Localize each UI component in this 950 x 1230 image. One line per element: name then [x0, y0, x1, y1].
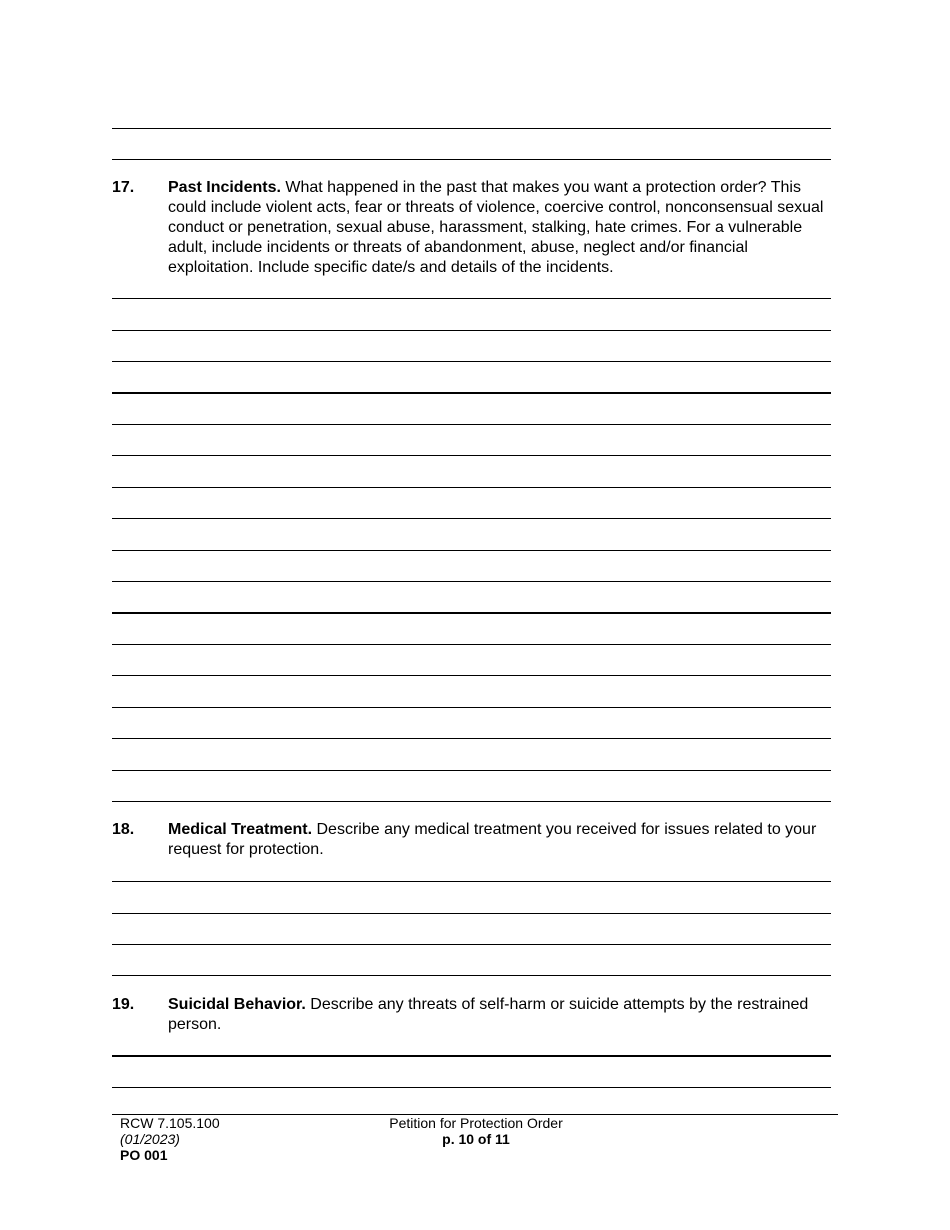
answer-line[interactable] — [112, 644, 831, 645]
answer-line[interactable] — [112, 975, 831, 976]
footer-statute: RCW 7.105.100 — [120, 1115, 220, 1131]
item-17-past-incidents — [112, 178, 832, 278]
answer-line[interactable] — [112, 801, 831, 802]
item-18-medical-treatment — [112, 820, 832, 860]
answer-line[interactable] — [112, 581, 831, 582]
footer-page-number: p. 10 of 11 — [442, 1131, 510, 1147]
answer-line[interactable] — [112, 675, 831, 676]
answer-line[interactable] — [112, 944, 831, 945]
answer-line[interactable] — [112, 770, 831, 771]
item-heading: Medical Treatment. — [168, 821, 313, 838]
answer-line[interactable] — [112, 361, 831, 362]
answer-line[interactable] — [112, 881, 831, 882]
answer-line[interactable] — [112, 298, 831, 299]
answer-line[interactable] — [112, 128, 831, 129]
item-text — [168, 820, 832, 860]
item-text — [168, 178, 832, 278]
item-heading: Past Incidents. — [168, 179, 281, 196]
answer-line[interactable] — [112, 738, 831, 739]
answer-line[interactable] — [112, 424, 831, 425]
answer-line[interactable] — [112, 330, 831, 331]
footer-form-code: PO 001 — [120, 1147, 168, 1163]
item-description: Describe any medical treatment you received for issues related to your request for protection. — [168, 821, 817, 858]
footer-form-title: Petition for Protection Order — [389, 1115, 563, 1131]
item-text — [168, 995, 832, 1035]
item-number: 19. — [112, 996, 135, 1013]
answer-line[interactable] — [112, 550, 831, 551]
answer-line[interactable] — [112, 612, 831, 614]
answer-line[interactable] — [112, 518, 831, 519]
answer-line[interactable] — [112, 913, 831, 914]
answer-line[interactable] — [112, 159, 831, 160]
answer-line[interactable] — [112, 1055, 831, 1057]
answer-line[interactable] — [112, 455, 831, 456]
answer-line[interactable] — [112, 487, 831, 488]
answer-line[interactable] — [112, 1087, 831, 1088]
answer-line[interactable] — [112, 707, 831, 708]
footer-revision: (01/2023) — [120, 1131, 180, 1147]
item-description: Describe any threats of self-harm or suicide attempts by the restrained person. — [168, 996, 809, 1033]
item-19-suicidal-behavior — [112, 995, 832, 1035]
item-heading: Suicidal Behavior. — [168, 996, 306, 1013]
answer-line[interactable] — [112, 392, 831, 394]
item-description: What happened in the past that makes you want a protection order? This could include violent acts, fear or threats of violence, coercive control, nonconsensual sexual conduct or penetration, sexual abuse, harassment, stalking, hate crimes. For a vulnerable adult, include incidents or threats of abandonment, abuse, neglect and/or financial exploitation. Include specific date/s and details of the incidents. — [168, 179, 824, 276]
item-number: 18. — [112, 821, 135, 838]
item-number: 17. — [112, 179, 135, 196]
